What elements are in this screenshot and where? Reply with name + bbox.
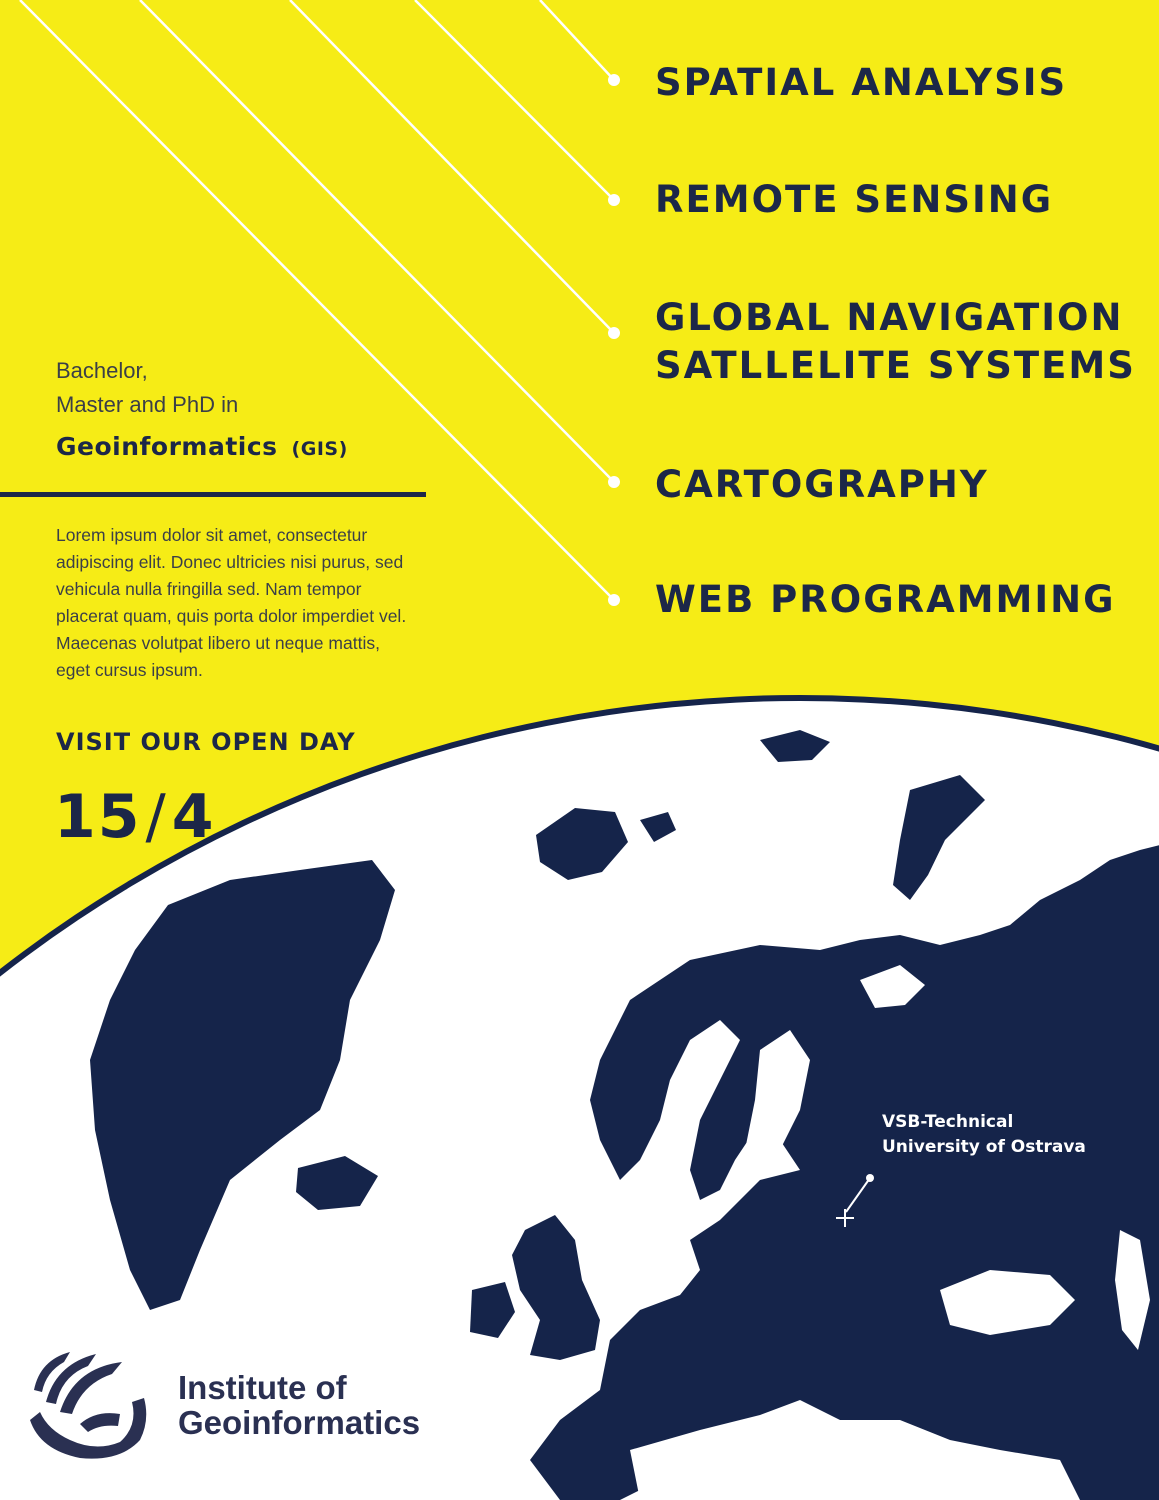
location-line-2: University of Ostrava	[882, 1137, 1086, 1157]
intro-body-text: Lorem ipsum dolor sit amet, consectetur adipiscing elit. Donec ultricies nisi purus, sed vehicula nulla fringilla sed. Nam tempor placerat quam, quis porta dolor imperdiet vel. Maecenas volutpat libero ut neque mattis, eget cursus ipsum.	[56, 525, 407, 680]
open-day-month: 4	[171, 782, 216, 852]
program-abbr: (GIS)	[291, 438, 348, 460]
program-name: Geoinformatics	[56, 432, 278, 461]
topic-remote-sensing: REMOTE SENSING	[655, 178, 1054, 221]
logo-wordmark	[178, 1370, 420, 1440]
intro-line-2: Master and PhD in	[56, 392, 239, 417]
open-day-day: 15	[54, 782, 142, 852]
topic-spatial-analysis: SPATIAL ANALYSIS	[655, 61, 1068, 104]
intro-line-1: Bachelor,	[56, 358, 148, 383]
date-slash: /	[145, 782, 168, 852]
topic-cartography: CARTOGRAPHY	[655, 463, 989, 506]
topic-web-programming: WEB PROGRAMMING	[655, 578, 1116, 621]
location-line-1: VSB-Technical	[882, 1112, 1014, 1132]
logo-line-2: Geoinformatics	[178, 1404, 421, 1441]
logo-line-1: Institute of	[178, 1369, 347, 1406]
topic-gnss-line2: SATLLELITE SYSTEMS	[655, 344, 1136, 387]
topic-gnss-line1: GLOBAL NAVIGATION	[655, 296, 1124, 339]
open-day-heading: VISIT OUR OPEN DAY	[56, 728, 356, 756]
